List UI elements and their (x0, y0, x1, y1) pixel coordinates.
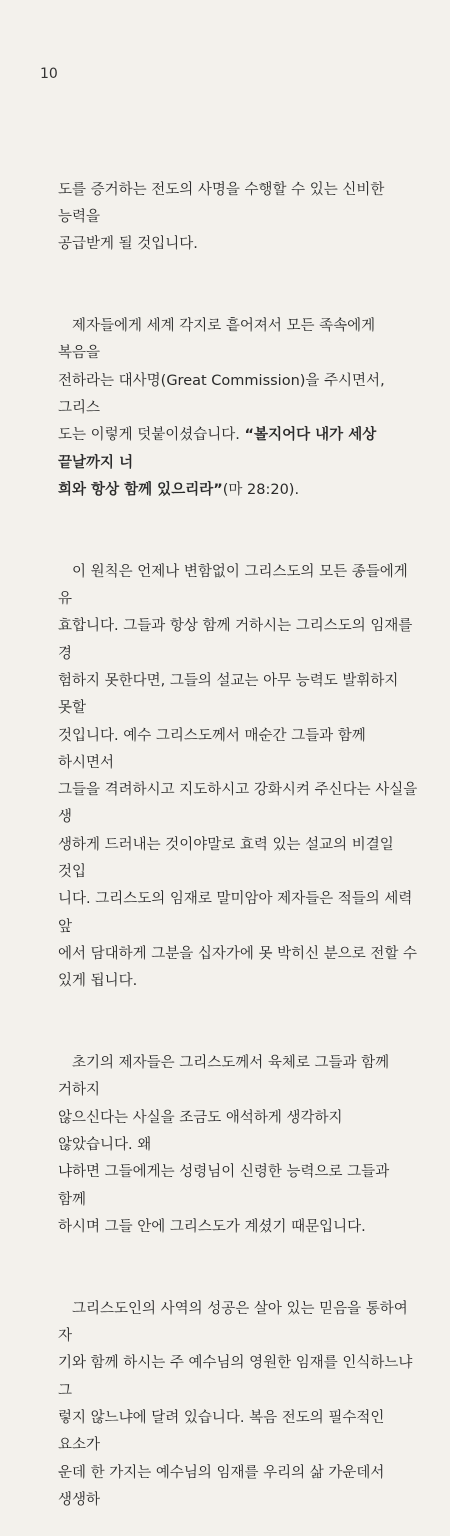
paragraph (58, 313, 418, 504)
paragraph-text: 그리스도인의 사역의 성공은 살아 있는 믿음을 통하여 자 기와 함께 하시는 주 예수님의 영원한 임재를 인식하느냐 그 렇지 않느냐에 달려 있습니다. 복음 전도의 필수적인 요소가 운데 한 가지는 예수님의 임재를 우리의 삶 가운데서 생생하 (58, 1300, 413, 1508)
bible-quote-emphasis: “볼지어다 내가 세상 끝날까지 너 희와 항상 함께 있으리라” (58, 427, 377, 498)
bible-reference: (마 28:20). (222, 481, 300, 498)
paragraph-text: 도를 증거하는 전도의 사명을 수행할 수 있는 신비한 능력을 공급받게 될 것입니다. (58, 181, 385, 253)
paragraph-text: 제자들에게 세계 각지로 흩어져서 모든 족속에게 복음을 전하라는 대사명(Great Commission)을 주시면서, 그리스 도는 이렇게 덧붙이셨습니다. (58, 318, 385, 444)
body-text (58, 122, 418, 1536)
paragraph-text: 이 원칙은 언제나 변함없이 그리스도의 모든 종들에게 유 효합니다. 그들과 항상 함께 거하시는 그리스도의 임재를 경 험하지 못한다면, 그들의 설교는 아무 능력도 발휘하지 못할 것입니다. 예수 그리스도께서 매순간 그들과 함께 하시면서 그들을 격려하시고 지도하시고 강화시켜 주신다는 사실을 생 생하게 드러내는 것이야말로 효력 있는 설교의 비결일 것입 니다. 그리스도의 임재로 말미암아 제자들은 적들의 세력 앞 에서 담대하게 그분을 십자가에 못 박히신 분으로 전할 수 있게 됩니다. (58, 563, 418, 990)
paragraph (58, 177, 418, 259)
paragraph (58, 559, 418, 996)
page-number: 10 (40, 66, 58, 82)
paragraph-text: 초기의 제자들은 그리스도께서 육체로 그들과 함께 거하지 않으신다는 사실을 조금도 애석하게 생각하지 않았습니다. 왜 냐하면 그들에게는 성령님이 신령한 능력으로 그들과 함께 하시며 그들 안에 그리스도가 계셨기 때문입니다. (58, 1055, 390, 1235)
paragraph (58, 1296, 418, 1514)
paragraph (58, 1050, 418, 1241)
